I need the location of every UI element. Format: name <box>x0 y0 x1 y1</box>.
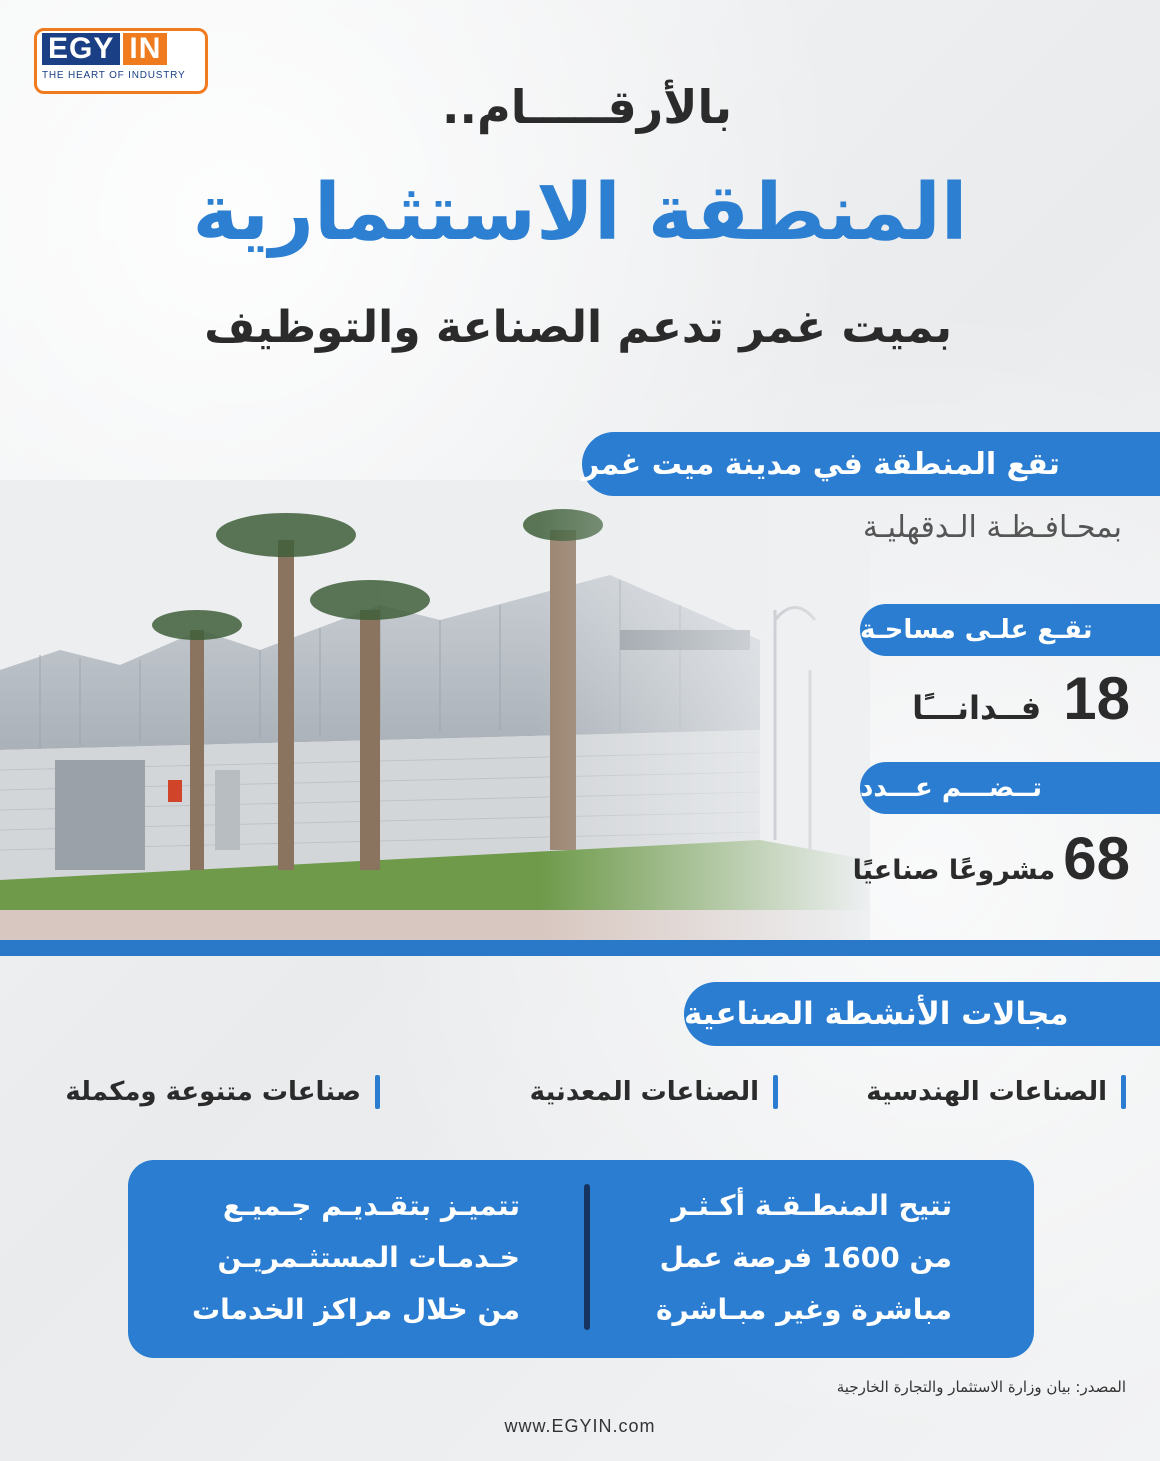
page-subtitle: بميت غمر تدعم الصناعة والتوظيف <box>204 302 952 353</box>
activity-bullet <box>773 1075 778 1109</box>
info-card <box>128 1160 1034 1358</box>
pre-title: بالأرقـــــام.. <box>442 80 732 134</box>
services-text <box>180 1180 520 1336</box>
activity-label: الصناعات الهندسية <box>866 1077 1107 1107</box>
activity-item <box>866 1072 1126 1112</box>
area-value-row <box>912 664 1130 733</box>
jobs-line: مباشرة وغير مبـاشرة <box>656 1293 952 1326</box>
activity-label: الصناعات المعدنية <box>529 1077 759 1107</box>
factory-illustration <box>0 480 870 950</box>
area-label: تقـع علـى مساحـة <box>860 615 1093 645</box>
activities-pill <box>684 982 1160 1046</box>
logo-egy-text: EGY <box>42 33 120 65</box>
website-link[interactable]: www.EGYIN.com <box>504 1416 656 1436</box>
activity-bullet <box>375 1075 380 1109</box>
page-title: المنطقة الاستثمارية <box>192 168 968 258</box>
count-pill <box>860 762 1160 814</box>
area-value: 18 <box>1063 665 1130 732</box>
activity-label: صناعات متنوعة ومكملة <box>65 1077 361 1107</box>
jobs-line: تتيح المنطـقـة أكـثـر <box>671 1189 952 1222</box>
services-line: خـدمـات المستثـمريـن <box>217 1241 520 1274</box>
logo-wordmark <box>42 34 167 64</box>
divider-bar <box>0 940 1160 956</box>
logo-tagline: THE HEART OF INDUSTRY <box>42 70 186 81</box>
count-value-row <box>853 824 1130 893</box>
area-unit: فــدانـــًا <box>912 689 1042 727</box>
activity-item <box>530 1072 778 1112</box>
source-note: المصدر: بيان وزارة الاستثمار والتجارة الخارجية <box>836 1378 1126 1396</box>
jobs-text <box>612 1180 952 1336</box>
logo-in-text: IN <box>123 33 167 65</box>
activity-bullet <box>1121 1075 1126 1109</box>
services-line: تتميـز بتقـديـم جـميـع <box>222 1189 520 1222</box>
services-line: من خلال مراكز الخدمات <box>191 1293 520 1326</box>
count-label: تــضـــم عـــدد <box>860 773 1043 803</box>
activities-label: مجالات الأنشطة الصناعية <box>684 996 1069 1032</box>
factory-photo <box>0 480 870 950</box>
location-pill <box>582 432 1160 496</box>
egyin-logo <box>34 28 206 92</box>
location-label: تقع المنطقة في مدينة ميت غمر <box>582 446 1060 482</box>
card-divider <box>584 1184 590 1330</box>
area-pill <box>860 604 1160 656</box>
activity-item <box>65 1072 380 1112</box>
location-detail: بمحـافـظـة الـدقهليـة <box>862 510 1122 545</box>
jobs-line: من 1600 فرصة عمل <box>659 1241 952 1274</box>
count-unit: مشروعًا صناعيًا <box>852 855 1056 886</box>
count-value: 68 <box>1063 825 1130 892</box>
